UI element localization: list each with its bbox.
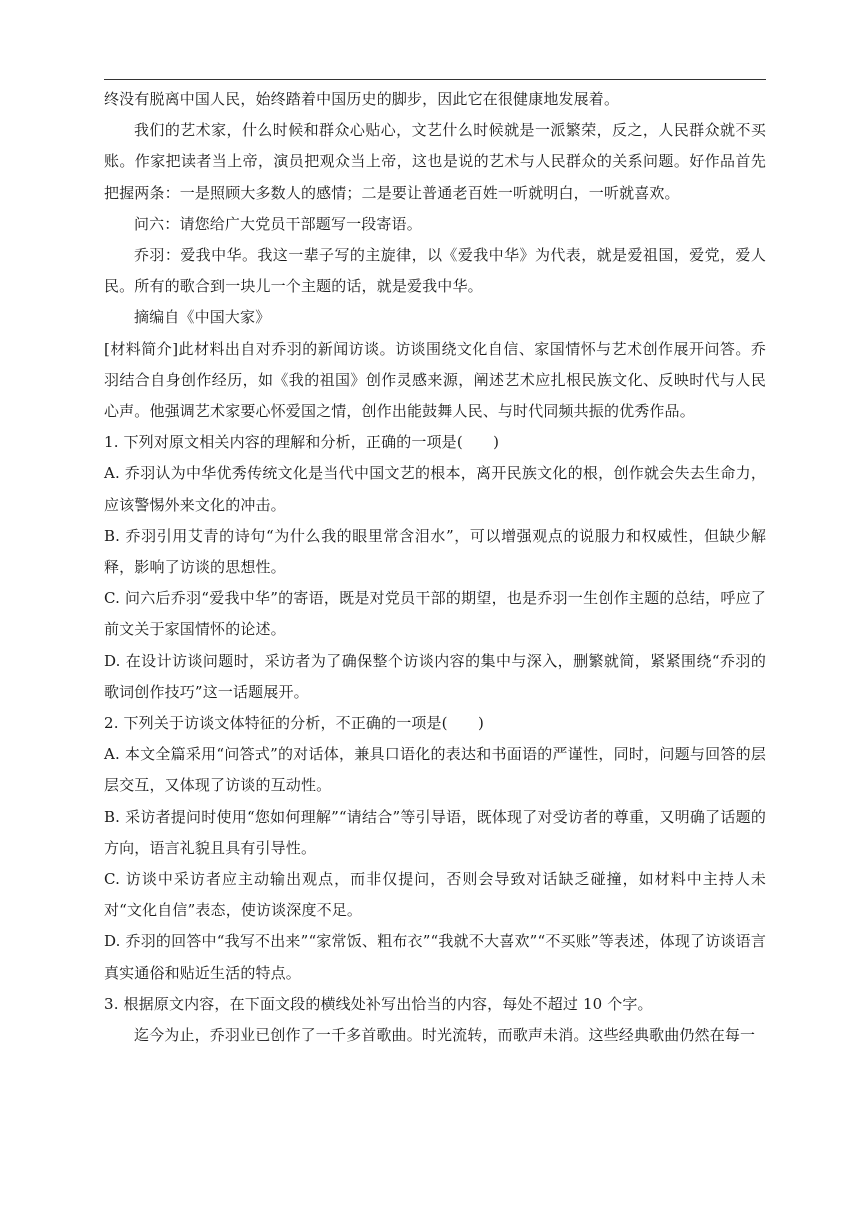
header-rule (104, 79, 766, 80)
question-1-option-a: A. 乔羽认为中华优秀传统文化是当代中国文艺的根本，离开民族文化的根，创作就会失去生命力，应该警惕外来文化的冲击。 (104, 464, 766, 514)
paragraph-source: 摘编自《中国大家》 (134, 308, 271, 327)
paragraph-artists-and-masses: 我们的艺术家，什么时候和群众心贴心，文艺什么时候就是一派繁荣，反之，人民群众就不买账。作家把读者当上帝，演员把观众当上帝，这也是说的艺术与人民群众的关系问题。好作品首先把握两条：一是照顾大多数人的感情；二是要让普通老百姓一听就明白，一听就喜欢。 (104, 121, 766, 202)
question-2: 2. 下列关于访谈文体特征的分析，不正确的一项是( ) (104, 714, 484, 733)
paragraph-material-intro: [材料简介]此材料出自对乔羽的新闻访谈。访谈围绕文化自信、家国情怀与艺术创作展开问答。乔羽结合自身创作经历，如《我的祖国》创作灵感来源，阐述艺术应扎根民族文化、反映时代与人民心声。他强调艺术家要心怀爱国之情，创作出能鼓舞人民、与时代同频共振的优秀作品。 (104, 339, 766, 421)
question-2-option-b: B. 采访者提问时使用“您如何理解”“请结合”等引导语，既体现了对受访者的尊重，又明确了话题的方向，语言礼貌且具有引导性。 (104, 807, 766, 857)
question-2-option-c: C. 访谈中采访者应主动输出观点，而非仅提问，否则会导致对话缺乏碰撞，如材料中主持人未对“文化自信”表态，使访谈深度不足。 (104, 870, 766, 920)
question-1: 1. 下列对原文相关内容的理解和分析，正确的一项是( ) (104, 433, 500, 452)
question-2-option-a: A. 本文全篇采用“问答式”的对话体，兼具口语化的表达和书面语的严谨性，同时，问题与回答的层层交互，又体现了访谈的互动性。 (104, 745, 766, 795)
question-1-option-b: B. 乔羽引用艾青的诗句“为什么我的眼里常含泪水”，可以增强观点的说服力和权威性，但缺少解释，影响了访谈的思想性。 (104, 526, 766, 577)
paragraph-continuation: 终没有脱离中国人民，始终踏着中国历史的脚步，因此它在很健康地发展着。 (104, 90, 620, 108)
question-1-option-c: C. 问六后乔羽“爱我中华”的寄语，既是对党员干部的期望，也是乔羽一生创作主题的总结，呼应了前文关于家国情怀的论述。 (104, 589, 766, 639)
paragraph-question-six: 问六：请您给广大党员干部题写一段寄语。 (134, 214, 422, 233)
question-3: 3. 根据原文内容，在下面文段的横线处补写出恰当的内容，每处不超过 10 个字。 (104, 994, 653, 1013)
question-2-option-d: D. 乔羽的回答中“我写不出来”“家常饭、粗布衣”“我就不大喜欢”“不买账”等表述，体现了访谈语言真实通俗和贴近生活的特点。 (104, 932, 766, 982)
question-1-option-d: D. 在设计访谈问题时，采访者为了确保整个访谈内容的集中与深入，删繁就简，紧紧围绕“乔羽的歌词创作技巧”这一话题展开。 (104, 651, 766, 701)
paragraph-qiao-yu-answer: 乔羽：爱我中华。我这一辈子写的主旋律，以《爱我中华》为代表，就是爱祖国，爱党，爱人民。所有的歌合到一块儿一个主题的话，就是爱我中华。 (104, 246, 766, 296)
document-body (104, 84, 766, 1051)
question-3-passage: 迄今为止，乔羽业已创作了一千多首歌曲。时光流转，而歌声未消。这些经典歌曲仍然在每一 (134, 1026, 756, 1045)
